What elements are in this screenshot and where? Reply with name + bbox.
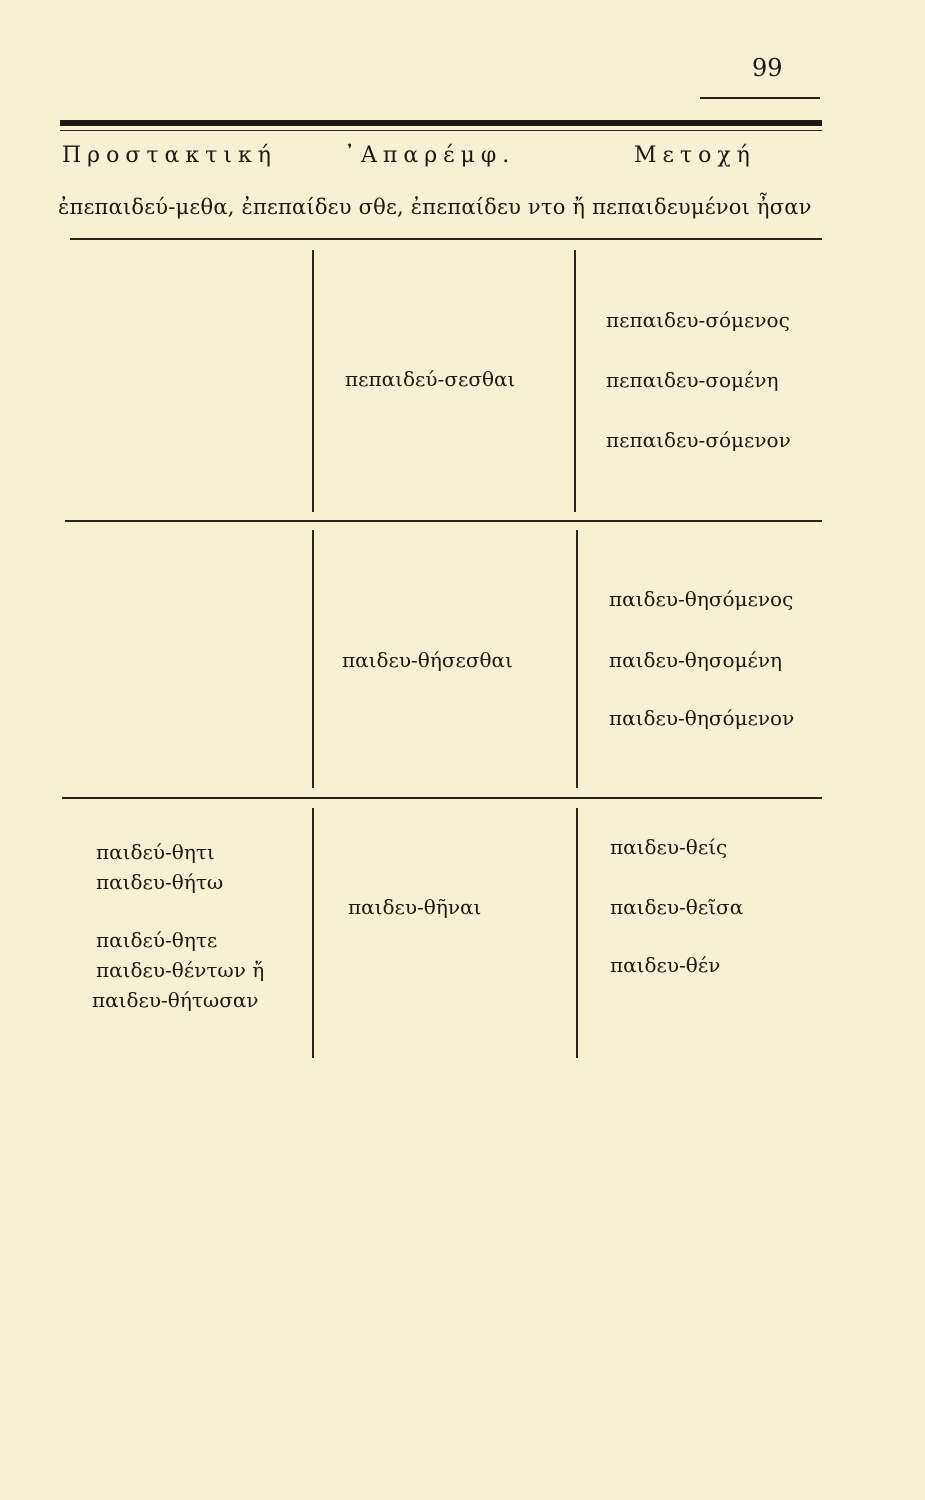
aorist-passive-participle: παιδευ-θεῖσα	[610, 895, 744, 919]
future-passive-participle: παιδευ-θησόμενον	[609, 706, 795, 730]
aorist-passive-imperative: παιδεύ-θητε	[96, 928, 218, 952]
header-imperative: Προστακτική	[62, 143, 277, 168]
future-passive-infinitive: παιδευ-θήσεσθαι	[342, 648, 513, 672]
column-divider	[576, 530, 578, 788]
table-top-thick-rule	[60, 120, 822, 126]
future-perfect-participle: πεπαιδευ-σόμενος	[606, 308, 790, 332]
future-perfect-participle: πεπαιδευ-σόμενον	[606, 428, 791, 452]
column-divider	[574, 250, 576, 512]
row-divider	[65, 520, 822, 522]
page-number-rule	[700, 97, 820, 99]
aorist-passive-imperative: παιδεύ-θητι	[96, 840, 215, 864]
future-passive-participle: παιδευ-θησόμενος	[609, 587, 794, 611]
aorist-passive-imperative: παιδευ-θήτωσαν	[92, 988, 259, 1012]
future-passive-participle: παιδευ-θησομένη	[609, 648, 783, 672]
column-divider	[312, 530, 314, 788]
aorist-passive-imperative: παιδευ-θέντων ἤ	[96, 958, 265, 982]
row-divider	[70, 238, 822, 240]
row-divider	[62, 797, 822, 799]
aorist-passive-participle: παιδευ-θέν	[610, 953, 721, 977]
table-top-thin-rule	[60, 130, 822, 131]
column-divider	[576, 808, 578, 1058]
aorist-passive-participle: παιδευ-θείς	[610, 835, 728, 859]
future-perfect-participle: πεπαιδευ-σομένη	[606, 368, 779, 392]
column-divider	[312, 250, 314, 512]
aorist-passive-infinitive: παιδευ-θῆναι	[348, 895, 482, 919]
future-perfect-infinitive: πεπαιδεύ-σεσθαι	[345, 367, 516, 391]
header-participle: Μετοχή	[634, 143, 756, 168]
aorist-passive-imperative: παιδευ-θήτω	[96, 870, 224, 894]
page-number: 99	[752, 54, 783, 82]
header-infinitive: ᾿Απαρέμφ.	[344, 143, 516, 168]
perfect-row-text: ἐπεπαιδεύ-μεθα, ἐπεπαίδευ σθε, ἐπεπαίδευ ντο ἤ πεπαιδευμένοι ἦσαν	[58, 195, 812, 219]
column-divider	[312, 808, 314, 1058]
